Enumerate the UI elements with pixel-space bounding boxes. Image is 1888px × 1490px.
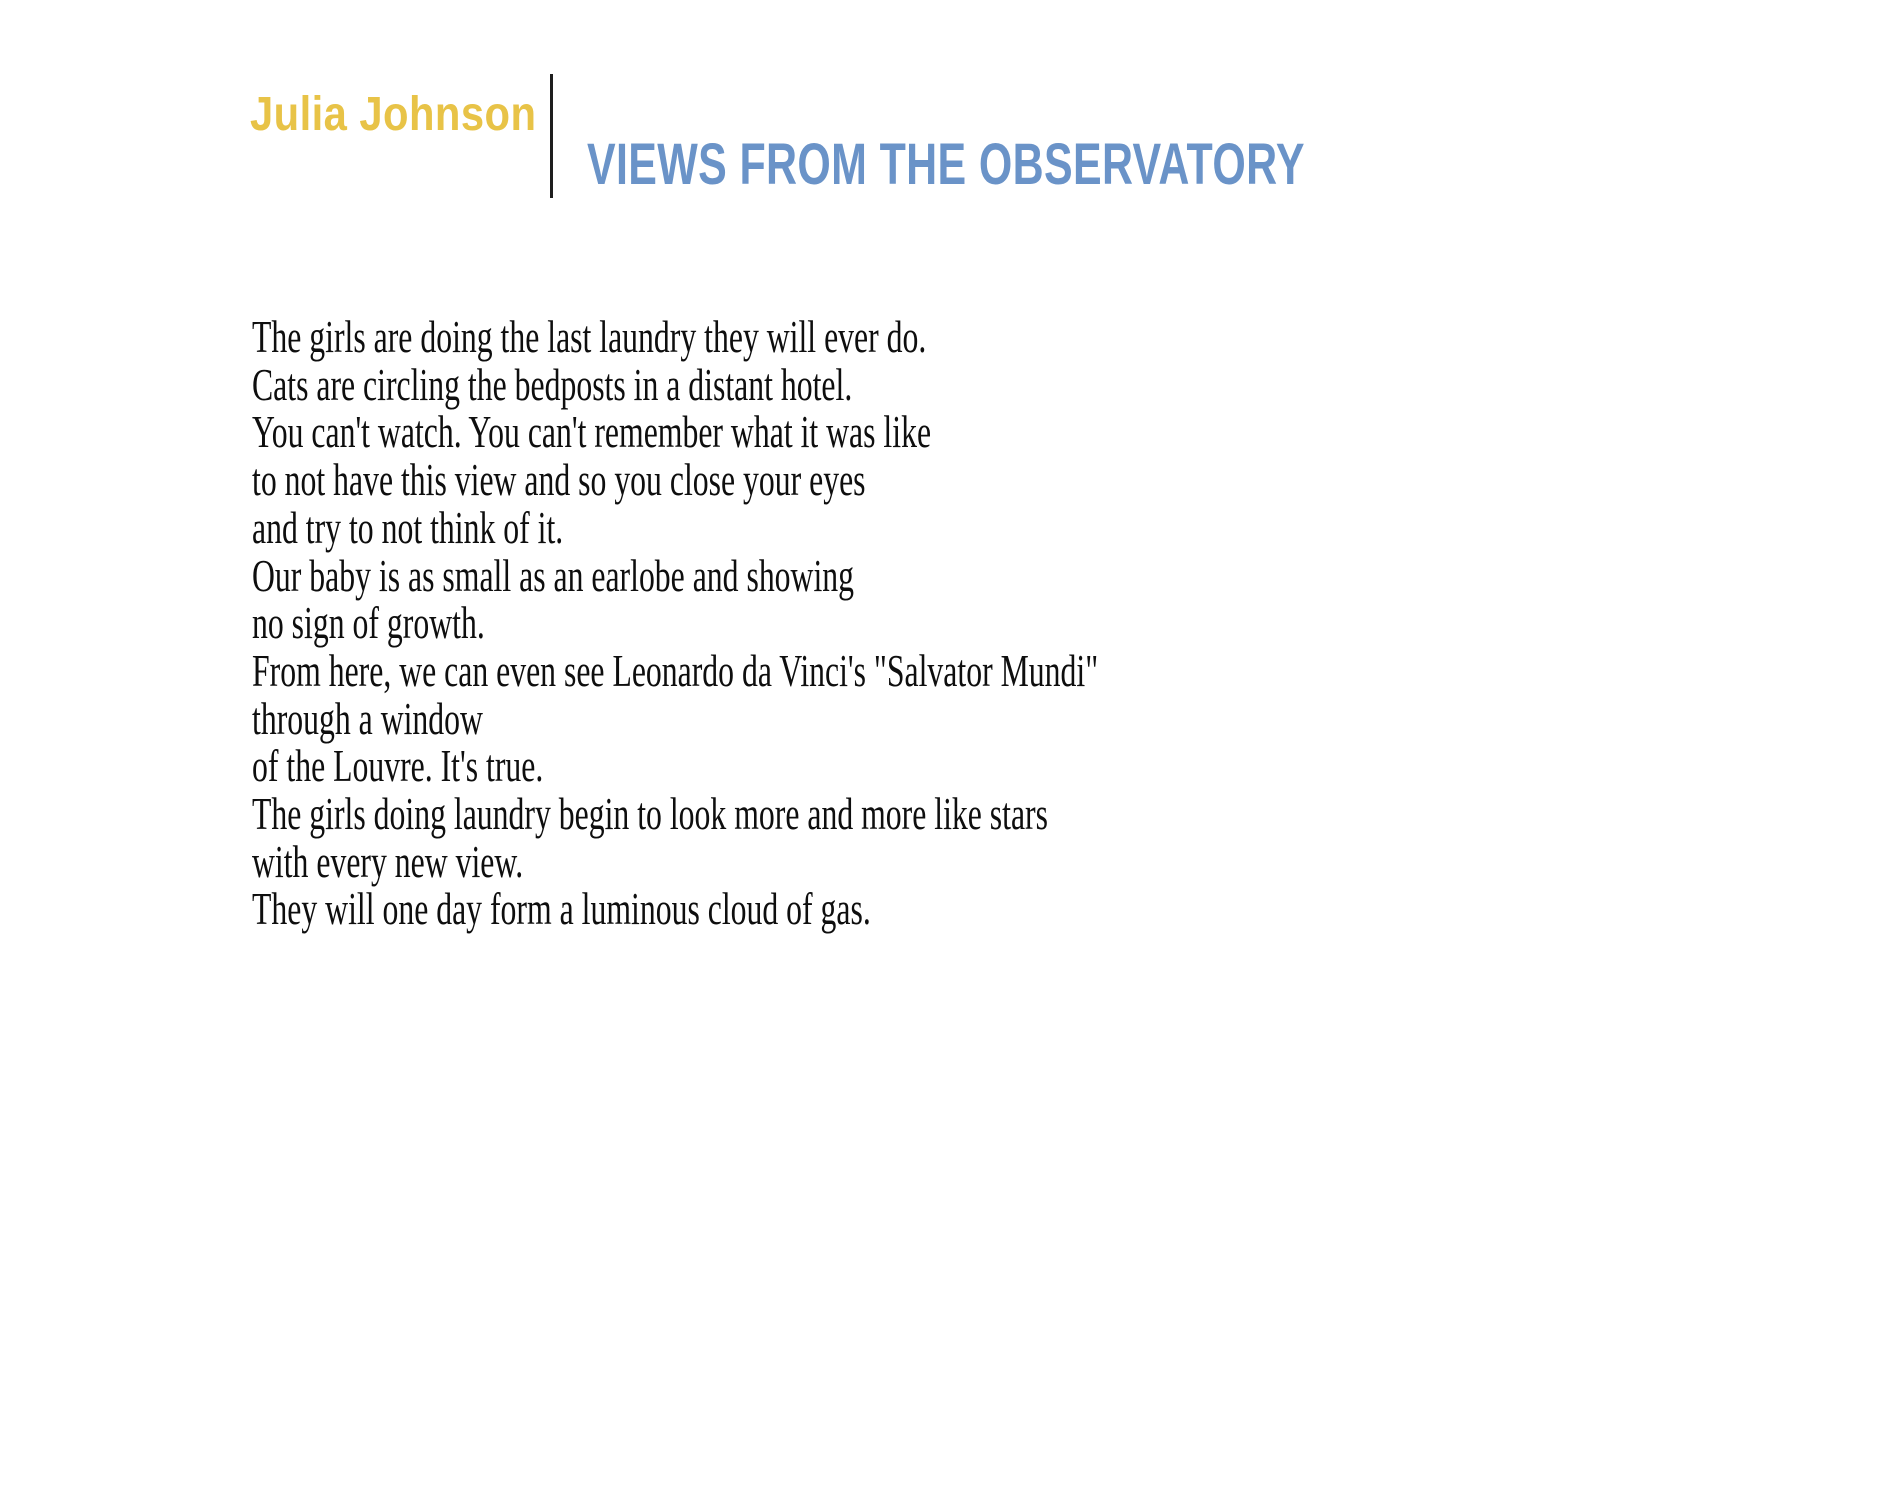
author-name: Julia Johnson [250,88,537,141]
poem-line: of the Louvre. It's true. [252,740,544,792]
poem-line: and try to not think of it. [252,501,564,553]
poem-line: to not have this view and so you close your eyes [252,454,866,506]
poem-line: You can't watch. You can't remember what it was like [252,406,932,458]
poem-line: From here, we can even see Leonardo da Vinci's "Salvator Mundi" [252,644,1099,696]
header-divider [550,74,553,198]
page-title: VIEWS FROM THE OBSERVATORY [587,132,1305,197]
poem-body [252,313,1098,933]
poem-line: with every new view. [252,835,524,887]
poem-line: Our baby is as small as an earlobe and showing [252,549,855,601]
poem-line: The girls doing laundry begin to look more and more like stars [252,788,1048,840]
poem-line: The girls are doing the last laundry they will ever do. [252,311,927,362]
poem-line: no sign of growth. [252,597,485,649]
poem-line: Cats are circling the bedposts in a distant hotel. [252,358,853,410]
poem-line: They will one day form a luminous cloud of gas. [252,883,871,935]
poem-line: through a window [252,692,483,744]
